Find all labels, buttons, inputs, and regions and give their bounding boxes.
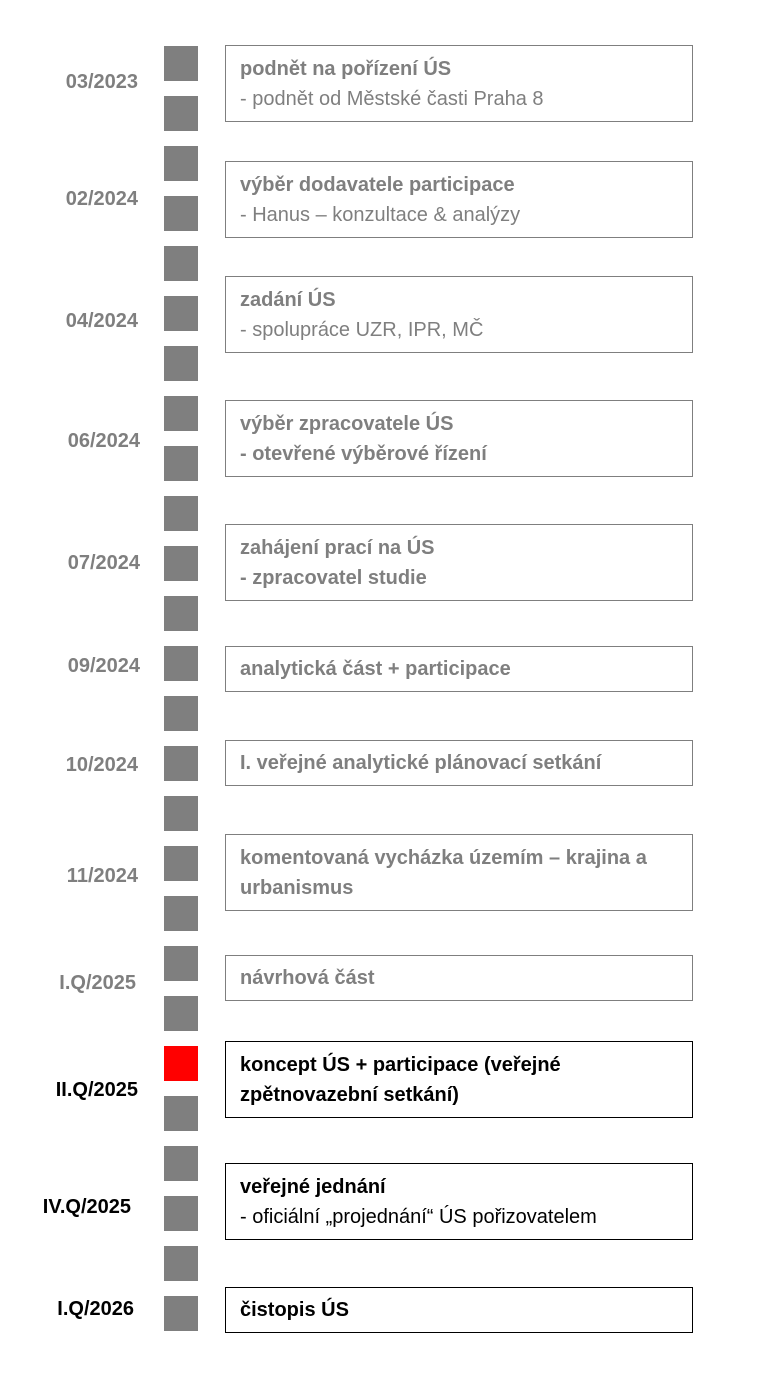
milestone-title: čistopis ÚS — [240, 1299, 349, 1321]
timeline-marker — [164, 496, 198, 531]
timeline-marker — [164, 46, 198, 81]
milestone-date: 03/2023 — [65, 71, 138, 93]
milestone-subtitle: - podnět od Městské časti Praha 8 — [240, 87, 544, 110]
timeline-marker — [164, 896, 198, 931]
milestone-box — [225, 161, 693, 238]
timeline-marker — [164, 196, 198, 231]
milestone-date-current: II.Q/2025 — [55, 1079, 138, 1101]
timeline-marker — [164, 996, 198, 1031]
milestone-date: 07/2024 — [67, 552, 140, 574]
timeline-marker — [164, 796, 198, 831]
milestone-box — [225, 955, 693, 1001]
milestone-box — [225, 1163, 693, 1240]
milestone-title: návrhová část — [240, 967, 375, 989]
timeline-marker — [164, 346, 198, 381]
milestone-title: podnět na pořízení ÚS — [240, 57, 452, 80]
milestone-date: 11/2024 — [66, 865, 138, 887]
timeline-marker — [164, 946, 198, 981]
timeline-marker — [164, 696, 198, 731]
milestone-title: výběr zpracovatele ÚS — [240, 412, 454, 435]
timeline-marker — [164, 146, 198, 181]
milestone-date: 09/2024 — [67, 655, 140, 677]
timeline-marker — [164, 296, 198, 331]
timeline-marker — [164, 546, 198, 581]
timeline-marker — [164, 1196, 198, 1231]
milestone-box — [225, 646, 693, 692]
milestone-subtitle: - otevřené výběrové řízení — [240, 442, 487, 465]
milestone-box — [225, 276, 693, 353]
milestone-box-current — [225, 1041, 693, 1118]
timeline-marker — [164, 96, 198, 131]
milestone-subtitle: - Hanus – konzultace & analýzy — [240, 203, 521, 226]
timeline-marker — [164, 246, 198, 281]
milestone-box — [225, 524, 693, 601]
milestone-subtitle: - oficiální „projednání“ ÚS pořizovatelem — [240, 1205, 597, 1228]
timeline-marker-current — [164, 1046, 198, 1081]
timeline-marker — [164, 1146, 198, 1181]
milestone-box — [225, 834, 693, 911]
milestone-box — [225, 45, 693, 122]
milestone-date: 02/2024 — [65, 188, 138, 210]
timeline-marker — [164, 446, 198, 481]
milestone-title: koncept ÚS + participace (veřejné zpětnovazební setkání) — [240, 1053, 561, 1106]
milestone-box — [225, 740, 693, 786]
timeline-marker — [164, 396, 198, 431]
milestone-subtitle: - zpracovatel studie — [240, 566, 427, 589]
milestone-title: výběr dodavatele participace — [240, 173, 515, 196]
milestone-title: I. veřejné analytické plánovací setkání — [240, 752, 602, 774]
milestone-box — [225, 400, 693, 477]
milestone-date: 04/2024 — [65, 310, 138, 332]
timeline-marker — [164, 1246, 198, 1281]
timeline-marker — [164, 1096, 198, 1131]
milestone-title: analytická část + participace — [240, 658, 511, 680]
milestone-box — [225, 1287, 693, 1333]
milestone-title: zadání ÚS — [240, 288, 336, 311]
milestone-date: IV.Q/2025 — [42, 1196, 131, 1218]
milestone-date: 06/2024 — [67, 430, 140, 452]
timeline-marker — [164, 1296, 198, 1331]
milestone-date: I.Q/2025 — [59, 972, 136, 994]
milestone-subtitle: - spolupráce UZR, IPR, MČ — [240, 318, 484, 341]
timeline-marker — [164, 596, 198, 631]
timeline-marker — [164, 846, 198, 881]
milestone-date: 10/2024 — [65, 754, 138, 776]
timeline-marker — [164, 746, 198, 781]
milestone-title: komentovaná vycházka územím – krajina a urbanismus — [240, 846, 647, 899]
milestone-title: zahájení prací na ÚS — [240, 536, 435, 559]
milestone-title: veřejné jednání — [240, 1175, 386, 1198]
milestone-date: I.Q/2026 — [57, 1298, 134, 1320]
timeline-marker — [164, 646, 198, 681]
